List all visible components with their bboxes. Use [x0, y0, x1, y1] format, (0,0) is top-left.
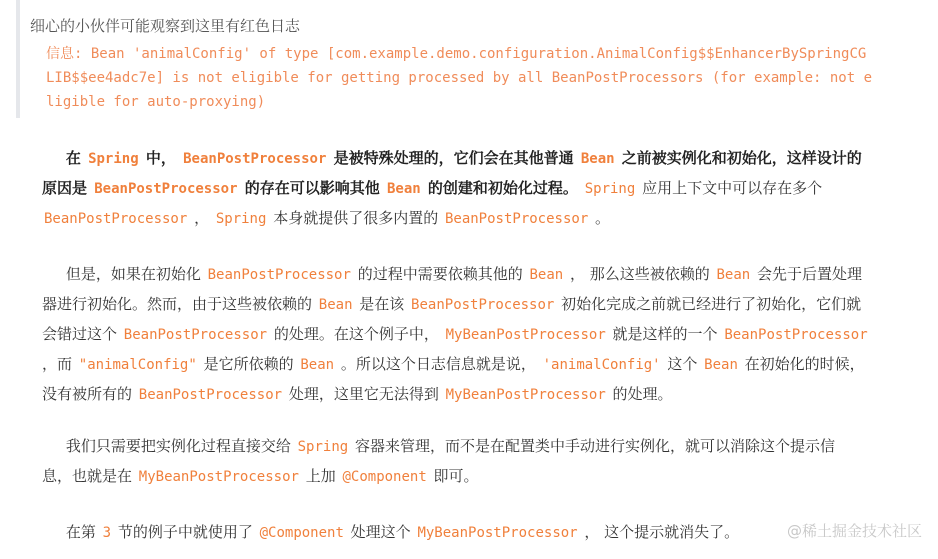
log-line: LIB$$ee4adc7e] is not eligible for getting processed by all BeanPostProcessors (for example: not e: [46, 70, 873, 86]
inline-code: Spring: [88, 151, 139, 167]
inline-code: MyBeanPostProcessor: [445, 327, 606, 343]
paragraph-1: 在 Spring 中， BeanPostProcessor 是被特殊处理的，它们会在其他普通 Bean 之前被实例化和初始化，这样设计的 原因是 BeanPostProcessor 的存在可以影响其他 Bean 的创建和初始化过程。 Spring 应用上下文中可以存在多个 BeanPostProcessor ， Spring 本身就提供了很多内置的 BeanPostProcessor 。: [42, 149, 862, 227]
inline-code: Bean: [580, 151, 615, 167]
paragraph-3: 我们只需要把实例化过程直接交给 Spring 容器来管理，而不是在配置类中手动进行实例化，就可以消除这个提示信 息，也就是在 MyBeanPostProcessor 上加 @Component 即可。: [42, 437, 835, 485]
inline-code: Bean: [704, 357, 738, 373]
inline-code: BeanPostProcessor: [94, 181, 238, 197]
inline-code: 'animalConfig': [542, 357, 661, 373]
inline-code: BeanPostProcessor: [411, 297, 555, 313]
inline-code: 3: [102, 525, 112, 541]
inline-code: MyBeanPostProcessor: [138, 469, 299, 485]
inline-code: @Component: [342, 469, 427, 485]
inline-code: Bean: [716, 267, 751, 283]
inline-code: Spring: [584, 181, 636, 197]
note-text: 细心的小伙伴可能观察到这里有红色日志: [30, 17, 301, 35]
inline-code: BeanPostProcessor: [207, 267, 351, 283]
inline-code: Bean: [386, 181, 421, 197]
paragraph-2: 但是，如果在初始化 BeanPostProcessor 的过程中需要依赖其他的 Bean ， 那么这些被依赖的 Bean 会先于后置处理 器进行初始化。然而，由于这些被依赖的 Bean 是在该 BeanPostProcessor 初始化完成之前就已经进行了初始化，它们就 会错过这个 BeanPostProcessor 的处理。在这个例子中， MyBeanPostProcessor 就是这样的一个 BeanPostProcessor ，而 "animalConfig" 是它所依赖的 Bean 。所以这个日志信息就是说， 'animalConfig' 这个 Bean 在初始化的时候， 没有被所有的 BeanPostProcessor 处理，这里它无法得到 MyBeanPostProcessor 的处理。: [42, 265, 868, 403]
paragraph-4: 在第 3 节的例子中就使用了 @Component 处理这个 MyBeanPostProcessor ， 这个提示就消失了。: [65, 523, 740, 541]
watermark: @稀土掘金技术社区: [786, 522, 922, 540]
inline-code: Spring: [297, 439, 349, 455]
blockquote-bar: [16, 0, 20, 118]
log-line: ligible for auto-proxying): [46, 94, 266, 110]
inline-code: BeanPostProcessor: [183, 151, 327, 167]
log-output: [46, 42, 916, 114]
inline-code: Spring: [215, 211, 267, 227]
inline-code: MyBeanPostProcessor: [417, 525, 578, 541]
inline-code: BeanPostProcessor: [444, 211, 589, 227]
inline-code: MyBeanPostProcessor: [445, 387, 606, 403]
log-line: 信息: Bean 'animalConfig' of type [com.example.demo.configuration.AnimalConfig$$EnhancerBySpringCG: [46, 46, 867, 62]
inline-code: BeanPostProcessor: [44, 211, 188, 227]
inline-code: @Component: [259, 525, 344, 541]
inline-code: Bean: [300, 357, 335, 373]
inline-code: Bean: [529, 267, 564, 283]
inline-code: BeanPostProcessor: [138, 387, 283, 403]
inline-code: BeanPostProcessor: [123, 327, 268, 343]
inline-code: Bean: [318, 297, 353, 313]
inline-code: BeanPostProcessor: [724, 327, 868, 343]
inline-code: "animalConfig": [78, 357, 197, 373]
